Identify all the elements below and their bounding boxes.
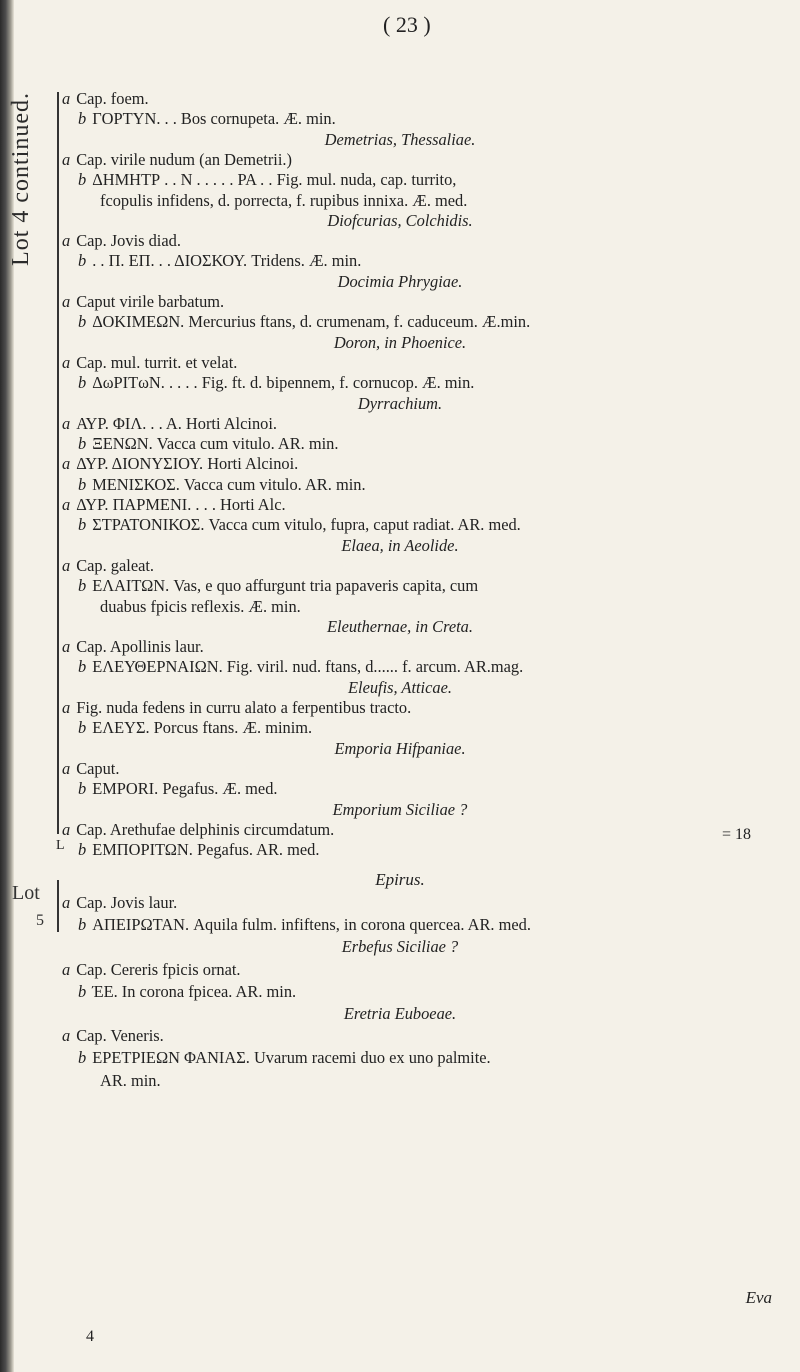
side-label: a [62, 413, 71, 433]
entry-text: Fig. nuda fedens in curru alato a ferpentibus tracto. [76, 698, 412, 717]
entry-text: Cap. mul. turrit. et velat. [76, 352, 238, 372]
reverse-line [78, 169, 456, 191]
reverse-line [78, 575, 478, 597]
side-label: a [62, 1026, 71, 1046]
reverse-line [78, 778, 278, 800]
entry-text: Cap. Arethufae delphinis circumdatum. [76, 819, 335, 839]
entry-text: ΔΟΚΙΜΕΩΝ. Mercurius ftans, d. crumenam, f. caduceum. Æ.min. [92, 312, 531, 332]
reverse-line [78, 717, 312, 739]
entry-text: Cap. foem. [76, 89, 149, 108]
page-number: ( 23 ) [383, 12, 431, 37]
side-label: b [78, 779, 87, 799]
entry-text: ΕΛΕΥΘΕΡΝΑΙΩΝ. Fig. viril. nud. ftans, d...... f. arcum. AR.mag. [92, 657, 524, 677]
entry-text: ΞΕΝΩΝ. Vacca cum vitulo. AR. min. [92, 434, 339, 454]
entry-text: Cap. virile nudum (an Demetrii.) [76, 149, 292, 169]
obverse-line [62, 453, 298, 475]
entry-text: Caput virile barbatum. [76, 292, 225, 311]
reverse-line [78, 981, 296, 1003]
side-label: a [62, 893, 71, 912]
obverse-line [62, 149, 292, 171]
side-label: a [62, 231, 71, 251]
entry-text: Cap. Jovis diad. [76, 231, 181, 251]
obverse-line [62, 1025, 164, 1047]
side-label: b [78, 840, 87, 860]
obverse-line [62, 697, 411, 719]
entry-text: ΑΥΡ. ΦΙΛ. . . Α. Horti Alcinoi. [76, 413, 277, 433]
entry-text: ΕΜΠΟΡΙΤΩΝ. Pegafus. AR. med. [92, 840, 320, 860]
entry-text: Cap. Veneris. [76, 1026, 164, 1046]
entry-text: ΈΕ. In corona fpicea. AR. min. [92, 981, 297, 1001]
side-label: a [62, 758, 71, 778]
reverse-line [78, 1047, 491, 1069]
city-heading: Diofcurias, Colchidis. [327, 210, 473, 230]
lot-label: Lot [12, 882, 40, 904]
city-heading: Emporium Siciliae ? [332, 799, 468, 819]
obverse-line [62, 291, 224, 313]
side-label: b [78, 373, 87, 393]
entry-text: EMPORI. Pegafus. Æ. med. [92, 779, 278, 799]
side-label: b [78, 515, 87, 535]
entry-text: ΕΛΕΥΣ. Porcus ftans. Æ. minim. [92, 718, 313, 738]
side-label: a [62, 637, 71, 657]
obverse-line [62, 230, 181, 252]
side-label: b [78, 312, 87, 332]
side-label: b [78, 109, 87, 129]
bracket-end-mark: L [56, 838, 65, 853]
city-heading: Eretria Euboeae. [343, 1004, 457, 1023]
annotation-mark: = 18 [722, 826, 752, 843]
obverse-line [62, 494, 286, 516]
lot-number: 5 [36, 912, 44, 929]
side-label: a [62, 292, 71, 311]
reverse-line [78, 474, 366, 496]
entry-text: ΓΟΡΤΥΝ. . . Bos cornupeta. Æ. min. [92, 109, 336, 129]
entry-continuation: duabus fpicis reflexis. Æ. min. [100, 596, 301, 616]
side-label: a [62, 959, 71, 979]
reverse-line [78, 433, 338, 455]
section-title: Epirus. [375, 870, 425, 889]
side-label: b [78, 434, 87, 454]
side-label: b [78, 251, 87, 271]
obverse-line [62, 819, 334, 841]
entry-text: ΔωΡΙΤωΝ. . . . . Fig. ft. d. bipennem, f. cornucop. Æ. min. [92, 373, 475, 393]
city-heading: Erbefus Siciliae ? [341, 937, 459, 957]
catchword: Eva [745, 1288, 772, 1307]
city-heading: Eleuthernae, in Creta. [327, 616, 473, 636]
entry-text: ΜΕΝΙΣΚΟΣ. Vacca cum vitulo. AR. min. [92, 474, 366, 494]
side-label: a [62, 149, 71, 169]
obverse-line [62, 959, 241, 981]
city-heading: Demetrias, Thessaliae. [324, 129, 476, 149]
side-label: a [62, 819, 71, 839]
entry-text: ΑΠΕΙΡΩΤΑΝ. Aquila fulm. infiftens, in corona quercea. AR. med. [92, 915, 531, 935]
entry-text: Cap. Cereris fpicis ornat. [76, 959, 241, 979]
entry-text: Cap. Jovis laur. [76, 893, 178, 912]
margin-note: Lot 4 continued. [8, 92, 34, 266]
entry-continuation: fcopulis infidens, d. porrecta, f. rupibus innixa. Æ. med. [100, 190, 468, 210]
obverse-line [62, 352, 237, 374]
side-label: b [78, 1048, 87, 1068]
side-label: b [78, 718, 87, 738]
side-label: b [78, 576, 87, 596]
obverse-line [62, 555, 154, 577]
entry-text: Cap. galeat. [76, 555, 155, 575]
entry-text: Caput. [76, 758, 120, 778]
city-heading: Elaea, in Aeolide. [341, 535, 459, 555]
reverse-line [78, 250, 361, 272]
reverse-line [78, 108, 336, 130]
obverse-line [62, 892, 177, 914]
side-label: a [62, 495, 71, 514]
side-label: a [62, 89, 71, 108]
city-heading: Docimia Phrygiae. [337, 271, 463, 291]
entry-text: ΔΗΜΗΤΡ . . Ν . . . . . ΡΑ . . Fig. mul. nuda, cap. turrito, [92, 170, 457, 190]
entry-text: ΣΤΡΑΤΟΝΙΚΟΣ. Vacca cum vitulo, fupra, caput radiat. AR. med. [92, 515, 521, 535]
city-heading: Dyrrachium. [357, 393, 443, 413]
reverse-line [78, 914, 531, 936]
side-label: a [62, 698, 71, 717]
signature-mark: 4 [86, 1328, 94, 1345]
side-label: a [62, 352, 71, 372]
entry-text: Cap. Apollinis laur. [76, 637, 204, 657]
entry-text: ΕΛΑΙΤΩΝ. Vas, e quo affurgunt tria papaveris capita, cum [92, 576, 479, 596]
side-label: b [78, 474, 87, 494]
margin-bracket [57, 92, 59, 834]
obverse-line [62, 88, 149, 110]
side-label: a [62, 555, 71, 575]
reverse-line [78, 311, 530, 333]
entry-text: . . Π. ΕΠ. . . ΔΙΟΣΚΟΥ. Tridens. Æ. min. [92, 251, 362, 271]
reverse-line [78, 372, 474, 394]
entry-text: ΔΥΡ. ΔΙΟΝΥΣΙΟΥ. Horti Alcinoi. [76, 454, 299, 474]
entry-text: ΔΥΡ. ΠΑΡΜΕΝΙ. . . . Horti Alc. [76, 495, 286, 514]
obverse-line [62, 758, 119, 780]
city-heading: Emporia Hifpaniae. [334, 738, 466, 758]
side-label: b [78, 657, 87, 677]
reverse-line [78, 514, 521, 536]
side-label: a [62, 454, 71, 474]
entry-continuation: AR. min. [100, 1070, 161, 1090]
side-label: b [78, 170, 87, 190]
city-heading: Eleufis, Atticae. [348, 677, 452, 697]
reverse-line [78, 656, 523, 678]
obverse-line [62, 636, 204, 658]
obverse-line [62, 413, 277, 435]
entry-text: ΕΡΕΤΡΙΕΩΝ ΦΑΝΙΑΣ. Uvarum racemi duo ex uno palmite. [92, 1048, 491, 1068]
reverse-line [78, 839, 319, 861]
city-heading: Doron, in Phoenice. [333, 332, 467, 352]
side-label: b [78, 981, 87, 1001]
side-label: b [78, 915, 87, 935]
